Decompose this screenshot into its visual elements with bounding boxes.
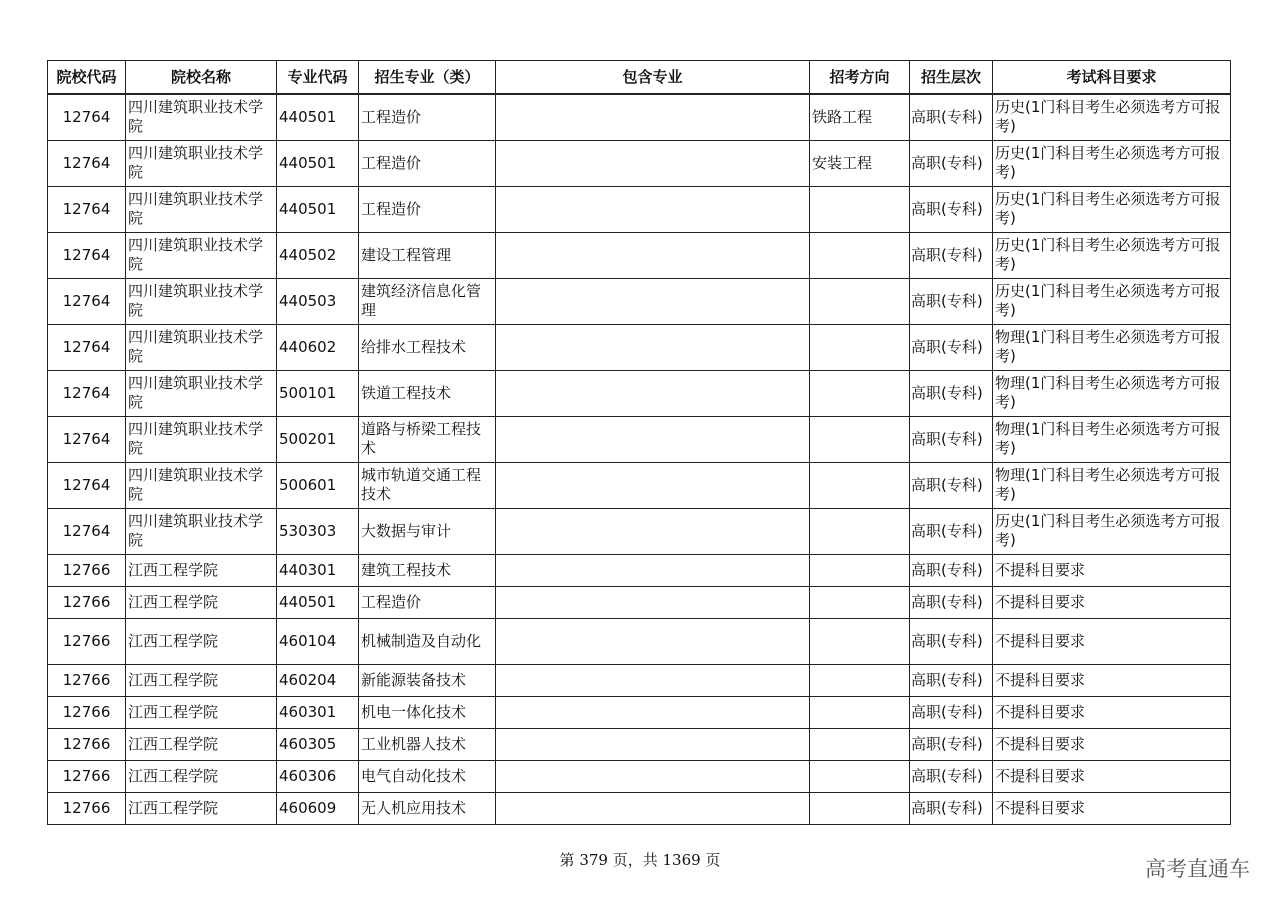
table-row: [48, 94, 1231, 140]
cell-major-code: 440501: [277, 586, 359, 618]
table-row: [48, 140, 1231, 186]
header-level: 招生层次: [910, 61, 993, 95]
cell-requirement: 物理(1门科目考生必须选考方可报考): [993, 324, 1231, 370]
cell-school-name: 江西工程学院: [126, 696, 277, 728]
cell-school-name: 江西工程学院: [126, 792, 277, 824]
cell-school-name: 江西工程学院: [126, 664, 277, 696]
cell-major-code: 440503: [277, 278, 359, 324]
cell-level: 高职(专科): [910, 792, 993, 824]
cell-major-code: 440602: [277, 324, 359, 370]
cell-level: 高职(专科): [910, 462, 993, 508]
cell-level: 高职(专科): [910, 586, 993, 618]
table-row: [48, 792, 1231, 824]
admission-table: [47, 60, 1231, 825]
cell-school-code: 12764: [48, 94, 126, 140]
cell-requirement: 不提科目要求: [993, 728, 1231, 760]
cell-included-majors: [496, 760, 810, 792]
table-row: [48, 696, 1231, 728]
cell-major: 电气自动化技术: [359, 760, 496, 792]
cell-direction: 安装工程: [810, 140, 910, 186]
cell-major: 工程造价: [359, 186, 496, 232]
cell-direction: [810, 324, 910, 370]
cell-school-name: 四川建筑职业技术学院: [126, 462, 277, 508]
cell-school-code: 12766: [48, 728, 126, 760]
cell-major: 机电一体化技术: [359, 696, 496, 728]
cell-major-code: 440301: [277, 554, 359, 586]
cell-included-majors: [496, 618, 810, 664]
cell-school-name: 四川建筑职业技术学院: [126, 232, 277, 278]
cell-major: 城市轨道交通工程技术: [359, 462, 496, 508]
cell-requirement: 不提科目要求: [993, 696, 1231, 728]
cell-level: 高职(专科): [910, 370, 993, 416]
table-row: [48, 508, 1231, 554]
cell-major-code: 440502: [277, 232, 359, 278]
cell-direction: [810, 462, 910, 508]
table-row: [48, 324, 1231, 370]
cell-school-name: 四川建筑职业技术学院: [126, 416, 277, 462]
cell-requirement: 历史(1门科目考生必须选考方可报考): [993, 140, 1231, 186]
table-row: [48, 186, 1231, 232]
table-row: [48, 618, 1231, 664]
cell-school-name: 四川建筑职业技术学院: [126, 278, 277, 324]
cell-major: 机械制造及自动化: [359, 618, 496, 664]
cell-level: 高职(专科): [910, 664, 993, 696]
cell-major-code: 460104: [277, 618, 359, 664]
cell-major: 新能源装备技术: [359, 664, 496, 696]
cell-major: 工程造价: [359, 140, 496, 186]
cell-major: 建筑经济信息化管理: [359, 278, 496, 324]
cell-major-code: 460305: [277, 728, 359, 760]
cell-requirement: 不提科目要求: [993, 618, 1231, 664]
cell-major-code: 440501: [277, 140, 359, 186]
cell-major: 大数据与审计: [359, 508, 496, 554]
cell-requirement: 历史(1门科目考生必须选考方可报考): [993, 232, 1231, 278]
cell-school-name: 四川建筑职业技术学院: [126, 324, 277, 370]
cell-included-majors: [496, 664, 810, 696]
table-row: [48, 664, 1231, 696]
header-direction: 招考方向: [810, 61, 910, 95]
cell-school-name: 江西工程学院: [126, 618, 277, 664]
cell-school-code: 12764: [48, 186, 126, 232]
watermark: 高考直通车: [1145, 857, 1250, 881]
cell-included-majors: [496, 792, 810, 824]
cell-included-majors: [496, 278, 810, 324]
cell-requirement: 不提科目要求: [993, 586, 1231, 618]
cell-included-majors: [496, 232, 810, 278]
header-school-code: 院校代码: [48, 61, 126, 95]
cell-major-code: 500201: [277, 416, 359, 462]
cell-school-code: 12764: [48, 462, 126, 508]
cell-major-code: 440501: [277, 186, 359, 232]
cell-direction: [810, 618, 910, 664]
cell-requirement: 历史(1门科目考生必须选考方可报考): [993, 94, 1231, 140]
cell-school-code: 12764: [48, 278, 126, 324]
cell-level: 高职(专科): [910, 760, 993, 792]
cell-school-name: 江西工程学院: [126, 728, 277, 760]
page-number: 第 379 页，共 1369 页: [559, 851, 721, 869]
cell-level: 高职(专科): [910, 186, 993, 232]
table-row: [48, 370, 1231, 416]
cell-direction: [810, 554, 910, 586]
table-row: [48, 416, 1231, 462]
cell-major: 给排水工程技术: [359, 324, 496, 370]
cell-direction: [810, 586, 910, 618]
cell-requirement: 不提科目要求: [993, 554, 1231, 586]
table-row: [48, 586, 1231, 618]
cell-level: 高职(专科): [910, 94, 993, 140]
cell-major-code: 460301: [277, 696, 359, 728]
cell-major-code: 500601: [277, 462, 359, 508]
table-row: [48, 278, 1231, 324]
table-row: [48, 728, 1231, 760]
cell-major-code: 530303: [277, 508, 359, 554]
cell-major-code: 460204: [277, 664, 359, 696]
cell-major: 建设工程管理: [359, 232, 496, 278]
table-row: [48, 232, 1231, 278]
cell-level: 高职(专科): [910, 232, 993, 278]
cell-direction: 铁路工程: [810, 94, 910, 140]
cell-requirement: 历史(1门科目考生必须选考方可报考): [993, 508, 1231, 554]
cell-included-majors: [496, 324, 810, 370]
cell-major: 工程造价: [359, 94, 496, 140]
cell-direction: [810, 664, 910, 696]
cell-requirement: 不提科目要求: [993, 792, 1231, 824]
cell-level: 高职(专科): [910, 324, 993, 370]
cell-direction: [810, 232, 910, 278]
cell-school-code: 12764: [48, 508, 126, 554]
cell-school-code: 12766: [48, 618, 126, 664]
cell-included-majors: [496, 462, 810, 508]
cell-school-code: 12764: [48, 416, 126, 462]
header-requirement: 考试科目要求: [993, 61, 1231, 95]
table-row: [48, 760, 1231, 792]
cell-school-code: 12766: [48, 760, 126, 792]
table-row: [48, 554, 1231, 586]
cell-school-code: 12766: [48, 554, 126, 586]
cell-included-majors: [496, 94, 810, 140]
cell-direction: [810, 760, 910, 792]
cell-direction: [810, 278, 910, 324]
table-body: [48, 94, 1231, 824]
cell-major-code: 460306: [277, 760, 359, 792]
cell-level: 高职(专科): [910, 416, 993, 462]
cell-major: 铁道工程技术: [359, 370, 496, 416]
cell-school-name: 四川建筑职业技术学院: [126, 186, 277, 232]
cell-level: 高职(专科): [910, 278, 993, 324]
cell-major: 工业机器人技术: [359, 728, 496, 760]
cell-direction: [810, 728, 910, 760]
cell-level: 高职(专科): [910, 140, 993, 186]
cell-level: 高职(专科): [910, 508, 993, 554]
cell-school-code: 12766: [48, 696, 126, 728]
cell-requirement: 不提科目要求: [993, 760, 1231, 792]
cell-school-name: 江西工程学院: [126, 554, 277, 586]
cell-direction: [810, 792, 910, 824]
cell-direction: [810, 370, 910, 416]
cell-major-code: 500101: [277, 370, 359, 416]
cell-school-name: 四川建筑职业技术学院: [126, 508, 277, 554]
header-included-majors: 包含专业: [496, 61, 810, 95]
cell-major: 工程造价: [359, 586, 496, 618]
cell-school-code: 12764: [48, 324, 126, 370]
cell-direction: [810, 696, 910, 728]
cell-school-code: 12766: [48, 792, 126, 824]
cell-school-name: 江西工程学院: [126, 760, 277, 792]
cell-included-majors: [496, 554, 810, 586]
header-major: 招生专业（类）: [359, 61, 496, 95]
cell-level: 高职(专科): [910, 696, 993, 728]
header-school-name: 院校名称: [126, 61, 277, 95]
cell-school-code: 12764: [48, 370, 126, 416]
cell-school-code: 12764: [48, 232, 126, 278]
cell-major-code: 460609: [277, 792, 359, 824]
table-row: [48, 462, 1231, 508]
cell-requirement: 物理(1门科目考生必须选考方可报考): [993, 462, 1231, 508]
cell-school-name: 江西工程学院: [126, 586, 277, 618]
cell-direction: [810, 508, 910, 554]
cell-level: 高职(专科): [910, 618, 993, 664]
cell-included-majors: [496, 140, 810, 186]
cell-included-majors: [496, 696, 810, 728]
cell-school-code: 12766: [48, 586, 126, 618]
header-major-code: 专业代码: [277, 61, 359, 95]
cell-level: 高职(专科): [910, 728, 993, 760]
cell-level: 高职(专科): [910, 554, 993, 586]
cell-major: 道路与桥梁工程技术: [359, 416, 496, 462]
cell-included-majors: [496, 508, 810, 554]
cell-included-majors: [496, 586, 810, 618]
cell-major-code: 440501: [277, 94, 359, 140]
cell-school-name: 四川建筑职业技术学院: [126, 370, 277, 416]
cell-included-majors: [496, 416, 810, 462]
cell-direction: [810, 416, 910, 462]
cell-major: 无人机应用技术: [359, 792, 496, 824]
cell-school-code: 12764: [48, 140, 126, 186]
cell-school-name: 四川建筑职业技术学院: [126, 94, 277, 140]
cell-requirement: 历史(1门科目考生必须选考方可报考): [993, 278, 1231, 324]
cell-included-majors: [496, 370, 810, 416]
cell-major: 建筑工程技术: [359, 554, 496, 586]
cell-requirement: 不提科目要求: [993, 664, 1231, 696]
cell-school-name: 四川建筑职业技术学院: [126, 140, 277, 186]
cell-requirement: 物理(1门科目考生必须选考方可报考): [993, 370, 1231, 416]
cell-requirement: 物理(1门科目考生必须选考方可报考): [993, 416, 1231, 462]
cell-direction: [810, 186, 910, 232]
cell-included-majors: [496, 728, 810, 760]
cell-included-majors: [496, 186, 810, 232]
cell-requirement: 历史(1门科目考生必须选考方可报考): [993, 186, 1231, 232]
header-row: [48, 61, 1231, 95]
cell-school-code: 12766: [48, 664, 126, 696]
